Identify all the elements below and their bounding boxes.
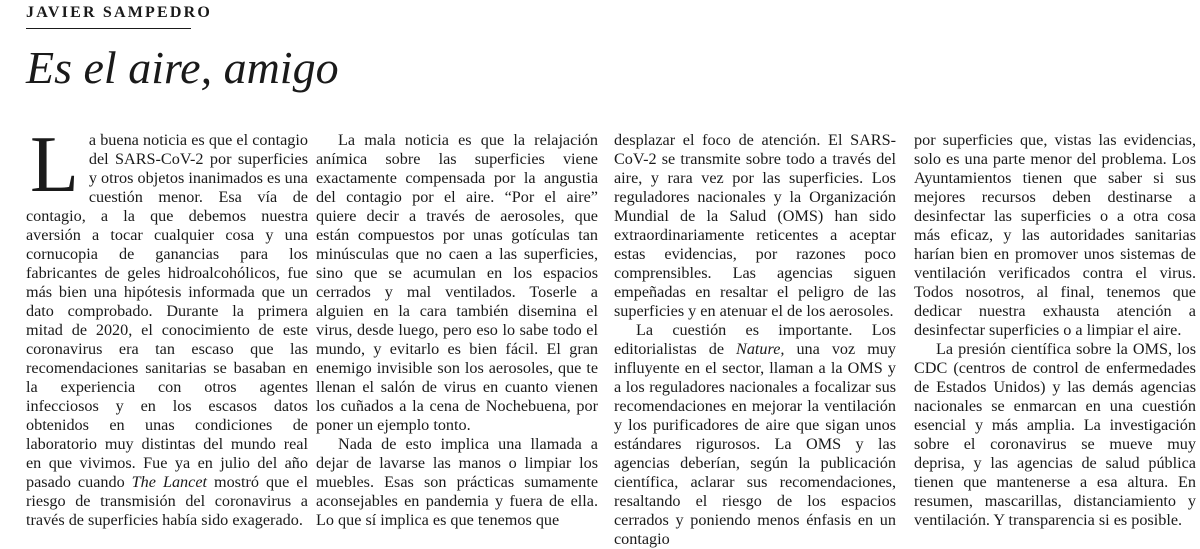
paragraph-text: una voz muy influyente en el sector, llaman a la OMS y a los reguladores nacionales a focalizar sus recomendaciones en mejorar la ventilación y los purificadores de aire que sigan unos estándares rigurosos. La OMS y las agencias deberían, según la publicación científica, aclarar sus recomendaciones, resaltando el riesgo de los espacios cerrados y poniendo menos énfasis en un contagio (614, 340, 896, 548)
paragraph: Nada de esto implica una llamada a dejar de lavarse las manos o limpiar los muebles. Esas son prácticas sumamente aconsejables en pandemia y fuera de ella. Lo que sí implica es que tenemos que (316, 435, 598, 529)
drop-cap: L (30, 121, 79, 209)
paragraph-text: a buena noticia es que el contagio del SARS-CoV-2 por superficies y otros objetos inanimados es una cuestión menor. Esa vía de contagio, a la que debemos nuestra aversión a tocar cualquier cosa y una cornucopia de ganancias para los fabricantes de geles hidroalcohólicos, fue más bien una hipótesis informada que un dato comprobado. Durante la primera mitad de 2020, el conocimiento de este coronavirus era tan escaso que las recomendaciones sanitarias se basaban en la experiencia con otros agentes infecciosos y en los escasos datos obtenidos en unas condiciones de laboratorio muy distintas del mundo real en que vivimos. Fue ya en julio del año pasado cuando (26, 131, 308, 491)
publication-name: The Lancet (131, 473, 207, 491)
column-3 (614, 131, 896, 549)
paragraph: desplazar el foco de atención. El SARS-CoV-2 se transmite sobre todo a través del aire, y rara vez por las superficies. Los reguladores nacionales y la Organización Mundial de la Salud (OMS) han sido extraordinariamente reticentes a aceptar estas evidencias, por razones poco comprensibles. Las agencias siguen empeñadas en resaltar el peligro de las superficies y en atenuar el de los aerosoles. (614, 131, 896, 320)
column-1 (26, 121, 308, 530)
paragraph-text: La cuestión es importante. Los editorialistas de (614, 321, 896, 358)
publication-name: Nature, (736, 340, 785, 358)
article-title: Es el aire, amigo (26, 42, 339, 93)
column-2 (316, 131, 598, 530)
paragraph: La presión científica sobre la OMS, los CDC (centros de control de enfermedades de Estados Unidos) y las demás agencias nacionales se enmarcan en una cuestión esencial y más amplia. La investigación sobre el coronavirus se mueve muy deprisa, y las agencias de salud pública tienen que mantenerse a esa altura. En resumen, mascarillas, distanciamiento y ventilación. Y transparencia si es posible. (914, 340, 1196, 529)
byline: JAVIER SAMPEDRO (26, 4, 213, 21)
paragraph-text: mostró que el riesgo de transmisión del coronavirus a través de superficies había sido exagerado. (26, 473, 308, 529)
paragraph (26, 121, 308, 530)
paragraph: La mala noticia es que la relajación anímica sobre las superficies viene exactamente compensada por la angustia del contagio por el aire. “Por el aire” quiere decir a través de aerosoles, que están compuestos por unas gotículas tan minúsculas que no caen a las superficies, sino que se acumulan en los espacios cerrados y mal ventilados. Toserle a alguien en la cara también disemina el virus, desde luego, pero eso lo sabe todo el mundo, y evitarlo es bien fácil. El gran enemigo invisible son los aerosoles, que te llenan el salón de virus en cuanto vienen los cuñados a la cena de Nochebuena, por poner un ejemplo tonto. (316, 131, 598, 434)
paragraph (614, 321, 896, 549)
column-4 (914, 131, 1196, 530)
byline-rule (26, 28, 191, 29)
paragraph: por superficies que, vistas las evidencias, solo es una parte menor del problema. Los Ayuntamientos tienen que saber si sus mejores recursos deben destinarse a desinfectar las superficies o a otra cosa más eficaz, y las autoridades sanitarias harían bien en promover unos sistemas de ventilación verificados contra el virus. Todos nosotros, al final, tenemos que dedicar nuestra exhausta atención a desinfectar superficies o a limpiar el aire. (914, 131, 1196, 339)
